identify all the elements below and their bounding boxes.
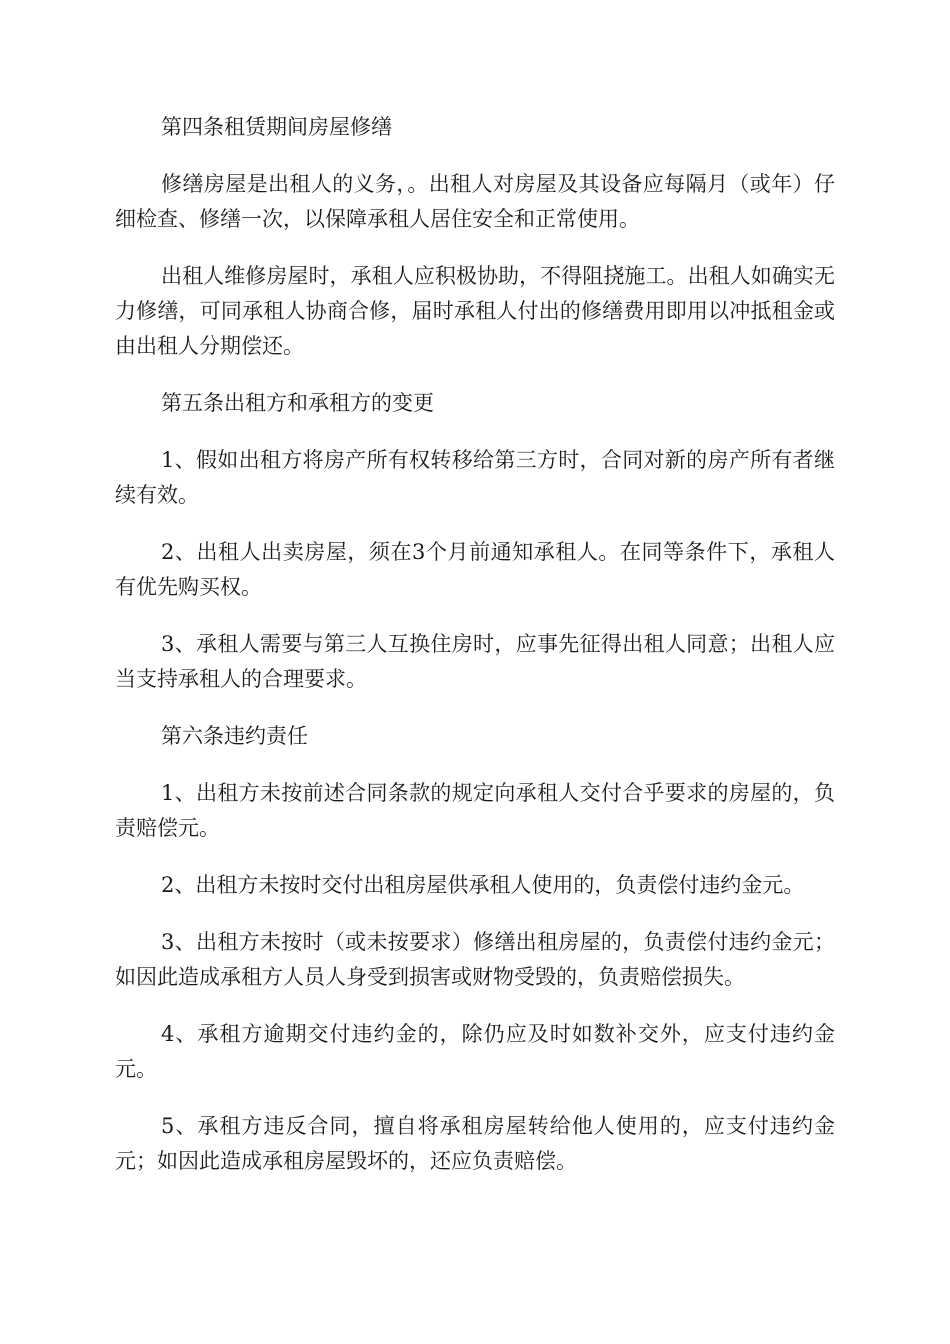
heading-article-4: 第四条租赁期间房屋修缮 <box>161 115 392 139</box>
clause-5-3: 3、承租人需要与第三人互换住房时，应事先征得出租人同意；出租人应当支持承租人的合理要求。 <box>115 632 835 691</box>
paragraph-repair-cooperation: 出租人维修房屋时，承租人应积极协助，不得阻挠施工。出租人如确实无力修缮，可同承租人协商合修，届时承租人付出的修缮费用即用以冲抵租金或由出租人分期偿还。 <box>115 264 835 358</box>
clause-6-5: 5、承租方违反合同，擅自将承租房屋转给他人使用的，应支付违约金元；如因此造成承租房屋毁坏的，还应负责赔偿。 <box>115 1114 835 1173</box>
clause-5-1: 1、假如出租方将房产所有权转移给第三方时，合同对新的房产所有者继续有效。 <box>115 448 835 507</box>
heading-article-6: 第六条违约责任 <box>161 724 308 748</box>
clause-6-1: 1、出租方未按前述合同条款的规定向承租人交付合乎要求的房屋的，负责赔偿元。 <box>115 781 835 840</box>
heading-article-5: 第五条出租方和承租方的变更 <box>161 391 434 415</box>
document-page <box>115 110 835 1201</box>
clause-6-2: 2、出租方未按时交付出租房屋供承租人使用的，负责偿付违约金元。 <box>161 873 805 897</box>
clause-6-4: 4、承租方逾期交付违约金的，除仍应及时如数补交外，应支付违约金元。 <box>115 1022 835 1081</box>
clause-5-2: 2、出租人出卖房屋，须在3个月前通知承租人。在同等条件下，承租人有优先购买权。 <box>115 540 835 599</box>
clause-6-3: 3、出租方未按时（或未按要求）修缮出租房屋的，负责偿付违约金元；如因此造成承租方人员人身受到损害或财物受毁的，负责赔偿损失。 <box>115 930 835 989</box>
paragraph-repair-duty: 修缮房屋是出租人的义务，。出租人对房屋及其设备应每隔月（或年）仔细检查、修缮一次，以保障承租人居住安全和正常使用。 <box>115 172 835 231</box>
